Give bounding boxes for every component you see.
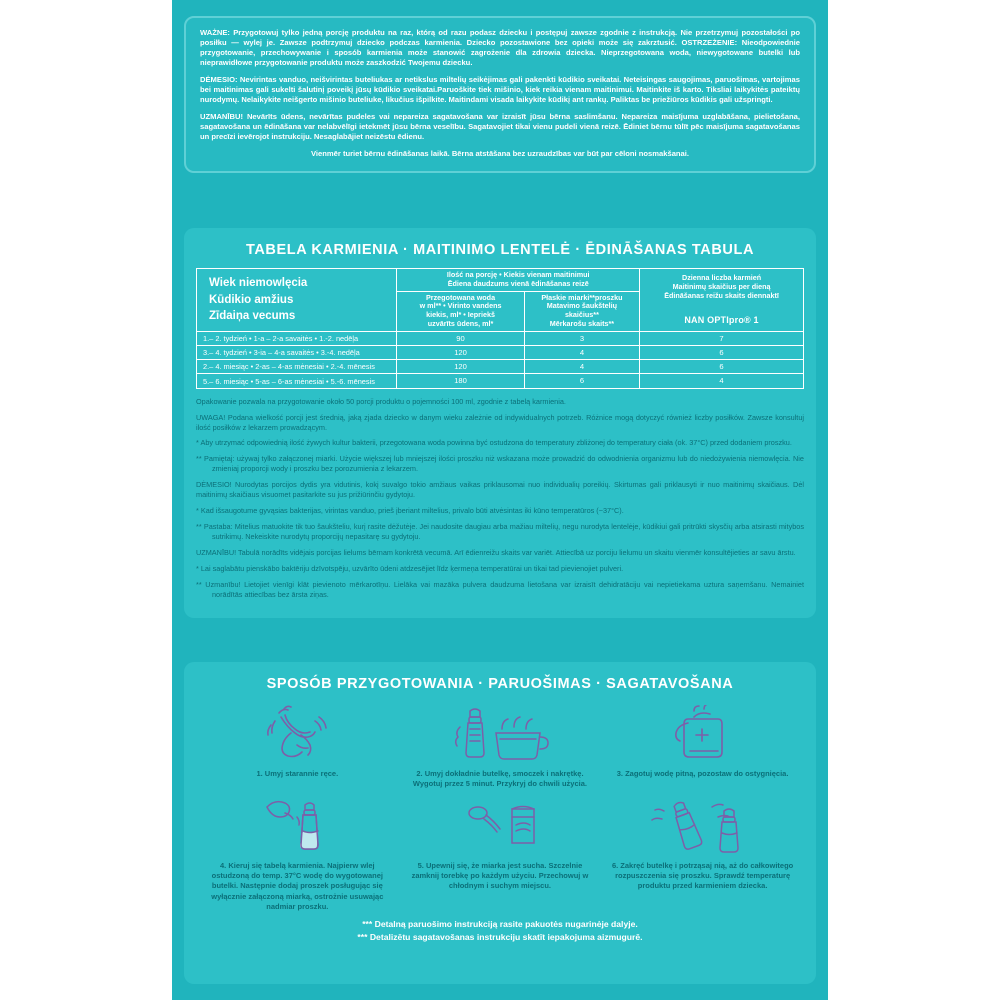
note-lv-star1: * Lai saglabātu pienskābo baktēriju dzīvotspēju, uzvārīto ūdeni atdzesējiet līdz ķermeņa temperatūrai un tikai tad pievienojiet pulveri. bbox=[196, 563, 624, 573]
feeds-header-pl: Dzienna liczba karmień bbox=[682, 273, 762, 283]
age-header-pl: Wiek niemowlęcia bbox=[209, 276, 308, 289]
row-water: 120 bbox=[397, 345, 524, 359]
warning-panel bbox=[184, 16, 816, 173]
water-header-line3: kiekis, ml* • Iepriekš bbox=[426, 310, 495, 320]
note-pl-star1: * Aby utrzymać odpowiednią ilość żywych kultur bakterii, przegotowana woda powinna być ostudzona do temperatury zbliżonej do temperatury ciała (ok. 37°C) przed dodaniem proszku. bbox=[196, 438, 792, 448]
note-lt-star1: * Kad išsaugotume gyvąsias bakterijas, virintas vanduo, prieš įberiant miltelius, privalo būti atvėsintas iki kūno temperatūros (~37°C). bbox=[196, 506, 624, 516]
row-water: 90 bbox=[397, 331, 524, 345]
scoop-pouch-icon bbox=[407, 794, 594, 858]
kettle-icon bbox=[609, 702, 796, 766]
row-scoops: 4 bbox=[524, 345, 639, 359]
row-scoops: 3 bbox=[524, 331, 639, 345]
note-lt-star2: ** Pastaba: Mitelius matuokite tik tuo šaukšteliu, kurį rasite dėžutėje. Jei naudosite daugiau arba mažiau miltelių, negu nurodyta lentelėje, kūdikiui gali pritrūkti skysčių arba atsirasti mitybos sutrikimų. Nekeiskite nurodytų proporcijų nepasitarę su gydytoju. bbox=[196, 521, 804, 541]
footer-line-lv: *** Detalizētu sagatavošanas instrukciju skatīt iepakojuma aizmugurē. bbox=[357, 932, 643, 943]
water-column-header bbox=[397, 291, 524, 331]
step-caption: 1. Umyj starannie ręce. bbox=[256, 769, 339, 778]
preparation-step bbox=[601, 698, 804, 790]
warning-paragraph-pl: WAŻNE: Przygotowuj tylko jedną porcję produktu na raz, którą od razu podasz dziecku i postępuj zawsze zgodnie z instrukcją. Nie przetrzymuj pozostałości po posiłku — wylej je. Zawsze podtrzymuj dziecko podczas karmienia. Dziecko pozostawione bez opieki może się zakrztusić. OSTRZEŻENIE: Nieodpowiednie przygotowanie, przechowywanie i sposób karmienia może stanowić zagrożenie dla zdrowia dziecka. Nieprzegotowana woda, niewygotowane butelki lub nieprawidłowe przygotowanie produktu może zaszkodzić Twojemu dziecku. bbox=[200, 28, 800, 68]
scoops-header-line1: Płaskie miarki**proszku bbox=[541, 292, 623, 302]
footer-line-lt: *** Detalną paruošimo instrukciją rasite pakuotės nugarinėje dalyje. bbox=[362, 919, 638, 930]
water-header-line1: Przegotowana woda bbox=[425, 292, 496, 302]
shake-bottle-icon bbox=[609, 794, 796, 858]
row-age: 1.– 2. tydzień • 1-a – 2-a savaitės • 1.-2. nedēļa bbox=[197, 331, 397, 345]
scoops-header-line2: Matavimo šaukštelių bbox=[546, 301, 618, 311]
bottle-sterilising-icon bbox=[407, 702, 594, 766]
pouring-water-icon bbox=[204, 794, 391, 858]
warning-paragraph-lv: UZMANĪBU! Nevārīts ūdens, nevārītas pudeles vai nepareiza sagatavošana var izraisīt jūsu bērna saslimšanu. Nepareiza maisījuma uzglabāšana, pielietošana, sagatavošana un ēdināšana var nelabvēlīgi ietekmēt jūsu bērna veselību. Sagatavojiet tikai vienu pudeli vienā reizē. Ēdiniet bērnu tūlīt pēc maisījuma sagatavošanas un precīzi ievērojot instrukciju. Nesaglabājiet neizēstu ēdienu. bbox=[200, 112, 800, 142]
feeding-notes bbox=[196, 397, 804, 600]
preparation-step bbox=[601, 790, 804, 913]
feeds-header-lt: Maitinimų skaičius per dieną bbox=[672, 281, 771, 291]
scoops-header-line4: Mērkarošu skaits** bbox=[549, 318, 615, 328]
preparation-steps bbox=[196, 698, 804, 912]
preparation-step bbox=[196, 698, 399, 790]
row-age: 2.– 4. miesiąc • 2-as – 4-as mėnesiai • 2.-4. mēnesis bbox=[197, 360, 397, 374]
feeds-group-header bbox=[640, 269, 804, 332]
table-row bbox=[197, 360, 804, 374]
feeding-table bbox=[196, 268, 804, 389]
note-uzmanibu-lv: UZMANĪBU! Tabulā norādīts vidējais porcijas lielums bērnam konkrētā vecumā. Arī ēdienreižu skaits var variēt. Attiecībā uz porciju lielumu un skaitu vienmēr konsultējieties ar savu ārstu. bbox=[196, 547, 796, 557]
water-header-line2: w ml** • Virinto vandens bbox=[419, 301, 502, 311]
note-uwaga-pl: UWAGA! Podana wielkość porcji jest średnią, jaką zjada dziecko w danym wieku zależnie od indywidualnych potrzeb. Różnice mogą dotyczyć również liczby posiłków. Zawsze konsultuj ilość posiłków z lekarzem prowadzącym. bbox=[196, 412, 804, 432]
age-header-lv: Zīdaiņa vecums bbox=[209, 310, 296, 323]
row-feeds: 4 bbox=[640, 374, 804, 388]
warning-paragraph-lv-2: Vienmēr turiet bērnu ēdināšanas laikā. Bērna atstāšana bez uzraudzības var būt par cēloni nosmakšanai. bbox=[311, 149, 689, 159]
warning-paragraph-lt: DĖMESIO: Nevirintas vanduo, neišvirintas buteliukas ar netikslus miltelių seikėjimas gali pakenkti kūdikio sveikatai. Neteisingas saugojimas, paruošimas, vartojimas bei maitinimas gali sukelti šalutinį poveikį jūsų kūdikio sveikatai.Paruoškite tiek mišinio, kiek reikia vienam maitinimui. Maitinkite iš karto. Tiksliai laikykitės pateiktų nurodymų. Nelaikykite neišgerto mišinio buteliuke, likučius išpilkite. Maitindami visada laikykite kūdikį ant rankų. Paliktas be priežiūros kūdikis gali užspringti. bbox=[200, 75, 800, 105]
row-water: 120 bbox=[397, 360, 524, 374]
preparation-step bbox=[399, 698, 602, 790]
scoops-column-header bbox=[524, 291, 639, 331]
step-caption: 5. Upewnij się, że miarka jest sucha. Szczelnie zamknij torebkę po każdym użyciu. Przechowuj w chłodnym i suchym miejscu. bbox=[411, 860, 589, 891]
row-age: 3.– 4. tydzień • 3-ia – 4-a savaitės • 3.-4. nedēļa bbox=[197, 345, 397, 359]
feeding-table-panel bbox=[184, 228, 816, 618]
amount-group-header-line1: Ilość na porcję • Kiekis vienam maitinimui bbox=[446, 270, 590, 279]
row-feeds: 6 bbox=[640, 360, 804, 374]
table-row bbox=[197, 331, 804, 345]
feeds-header-lv: Ēdināšanas reižu skaits diennaktī bbox=[664, 290, 779, 300]
age-header-cell bbox=[197, 269, 397, 332]
scoops-header-line3: skaičius** bbox=[564, 310, 599, 320]
note-demesio-lt: DĖMESIO! Nurodytas porcijos dydis yra vidutinis, kokį suvalgo tokio amžiaus vaikas priklausomai nuo individualių poreikių. Skirtumas gali priklausyti ir nuo maitinimų skaičiaus. Dėl maitinimų skaičiaus visuomet pasitarkite su jus prižiūrinčiu gydytoju. bbox=[196, 480, 804, 500]
brand-name: NAN OPTIpro® 1 bbox=[684, 314, 759, 325]
preparation-step bbox=[399, 790, 602, 913]
step-caption: 2. Umyj dokładnie butelkę, smoczek i nakrętkę. Wygotuj przez 5 minut. Przykryj do chwili użycia. bbox=[412, 769, 587, 789]
note-pl-star2: ** Pamiętaj: używaj tylko załączonej miarki. Użycie większej lub mniejszej ilości proszku niż wskazana może prowadzić do odwodnienia organizmu lub do niedożywienia niemowlęcia. Nie zmieniaj proporcji wody i proszku bez porozumienia z lekarzem. bbox=[196, 454, 804, 474]
row-age: 5.– 6. miesiąc • 5-as – 6-as mėnesiai • 5.-6. mēnesis bbox=[197, 374, 397, 388]
preparation-step bbox=[196, 790, 399, 913]
step-caption: 3. Zagotuj wodę pitną, pozostaw do ostygnięcia. bbox=[616, 769, 789, 778]
washing-hands-icon bbox=[204, 702, 391, 766]
feeding-table-title: TABELA KARMIENIA · MAITINIMO LENTELĖ · ĒDINĀŠANAS TABULA bbox=[245, 242, 755, 258]
package-label-page bbox=[172, 0, 828, 1000]
table-header-row-1 bbox=[197, 269, 804, 292]
row-water: 180 bbox=[397, 374, 524, 388]
row-scoops: 6 bbox=[524, 374, 639, 388]
row-feeds: 6 bbox=[640, 345, 804, 359]
preparation-panel bbox=[184, 662, 816, 984]
amount-group-header-line2: Ēdiena daudzums vienā ēdināšanas reizē bbox=[447, 278, 589, 288]
water-header-line4: uzvārīts ūdens, ml* bbox=[427, 318, 494, 328]
preparation-footer bbox=[196, 918, 804, 944]
row-scoops: 4 bbox=[524, 360, 639, 374]
note-pack-portions: Opakowanie pozwala na przygotowanie około 50 porcji produktu o pojemności 100 ml, zgodnie z tabelą karmienia. bbox=[196, 396, 566, 406]
step-caption: 4. Kieruj się tabelą karmienia. Najpierw wlej ostudzoną do temp. 37°C wodę do wygotowanej butelki. Następnie dodaj proszek posługując się wyłącznie załączoną miarką, ostrożnie usuwając nadmiar proszku. bbox=[211, 860, 384, 912]
preparation-title: SPOSÓB PRZYGOTOWANIA · PARUOŠIMAS · SAGATAVOŠANA bbox=[266, 676, 734, 692]
note-lv-star2: ** Uzmanību! Lietojiet vienīgi klāt pievienoto mērkarotīņu. Lielāka vai mazāka pulvera daudzuma lietošana var izraisīt dehidratāciju vai nepietiekama uztura saņemšanu. Nemainiet norādītās attiecības bez ārsta ziņas. bbox=[196, 579, 804, 599]
amount-group-header bbox=[397, 269, 640, 292]
step-caption: 6. Zakręć butelkę i potrząsaj nią, aż do całkowitego rozpuszczenia się proszku. Sprawdź temperaturę produktu przed karmieniem dziecka. bbox=[611, 860, 794, 891]
table-row bbox=[197, 345, 804, 359]
age-header-lt: Kūdikio amžius bbox=[209, 293, 294, 306]
row-feeds: 7 bbox=[640, 331, 804, 345]
table-row bbox=[197, 374, 804, 388]
